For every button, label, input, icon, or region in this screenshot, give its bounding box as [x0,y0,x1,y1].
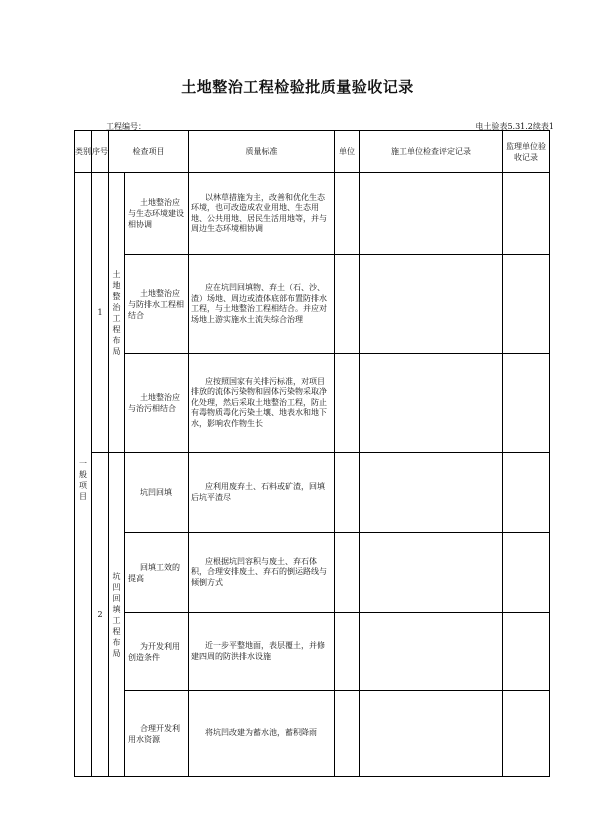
inspection-table [74,130,550,777]
header-seq [92,131,109,173]
supervisor-record-cell[interactable] [503,255,550,354]
unit-cell [335,691,360,777]
contractor-record-cell[interactable] [360,173,503,255]
table-row [75,453,550,533]
header-standard: 质量标准 [189,131,335,173]
header-check-item: 检查项目 [109,131,189,173]
group-name-text: 坑凹回填工程布局 [112,571,121,658]
table-row [75,613,550,691]
unit-cell [335,453,360,533]
project-number-label: 工程编号： [106,122,146,131]
contractor-record-cell[interactable] [360,533,503,613]
unit-cell [335,613,360,691]
group-name-text: 土地整治工程布局 [112,269,121,356]
table-body [75,173,550,777]
header-seq-text: 序号 [92,147,108,156]
contractor-record-cell[interactable] [360,691,503,777]
unit-cell [335,533,360,613]
check-item-cell: 坑凹回填 [125,453,189,533]
contractor-record-cell[interactable] [360,354,503,453]
unit-cell [335,173,360,255]
header-supervisor-record: 监理单位验收记录 [503,131,550,173]
form-title: 土地整治工程检验批质量验收记录 [181,78,414,96]
check-item-cell: 合理开发利用水资源 [125,691,189,777]
unit-cell [335,255,360,354]
group-name-cell [109,453,125,777]
quality-standard-cell: 应在坑凹回填物、弃土（石、沙、渣）场地、周边或渣体底部布置防排水工程，与土地整治工程相结合。并应对场地上游实施水土流失综合治理 [189,255,335,354]
check-item-cell: 土地整治应与治污相结合 [125,354,189,453]
header-category-text: 类别 [75,147,91,156]
group-name-cell [109,173,125,453]
check-item-cell: 土地整治应与防排水工程相结合 [125,255,189,354]
category-cell [75,173,92,777]
quality-standard-cell: 近一步平整地面，表层覆土，并修建四周的防洪排水设施 [189,613,335,691]
category-text: 一般项目 [79,458,87,501]
quality-standard-cell: 将坑凹改建为蓄水池，蓄积降雨 [189,691,335,777]
table-header-row [75,131,550,173]
supervisor-record-cell[interactable] [503,173,550,255]
check-item-cell: 为开发利用创造条件 [125,613,189,691]
contractor-record-cell[interactable] [360,613,503,691]
supervisor-record-cell[interactable] [503,691,550,777]
quality-standard-cell: 应按照国家有关排污标准，对项目排放的流体污染物和固体污染物采取净化处理，然后采取土地整治工程，防止有毒物质毒化污染土壤、地表水和地下水，影响农作物生长 [189,354,335,453]
supervisor-record-cell[interactable] [503,453,550,533]
check-item-cell: 回填工效的提高 [125,533,189,613]
quality-standard-cell: 应利用废弃土、石料或矿渣，回填后坑平渣尽 [189,453,335,533]
unit-cell [335,354,360,453]
header-unit: 单位 [335,131,360,173]
supervisor-record-cell[interactable] [503,613,550,691]
table-row [75,173,550,255]
quality-standard-cell: 以林草措施为主，改善和优化生态环境，也可改造成农业用地、生态用地、公共用地、居民生活用地等，并与周边生态环境相协调 [189,173,335,255]
table-row [75,255,550,354]
contractor-record-cell[interactable] [360,453,503,533]
contractor-record-cell[interactable] [360,255,503,354]
header-category [75,131,92,173]
seq-cell: 1 [92,173,109,453]
quality-standard-cell: 应根据坑凹容积与废土、弃石体积，合理安排废土、弃石的倒运路线与倾倒方式 [189,533,335,613]
supervisor-record-cell[interactable] [503,533,550,613]
header-contractor-record: 施工单位检查评定记录 [360,131,503,173]
form-number: 电土验表5.31.2续表1 [475,122,554,131]
seq-cell: 2 [92,453,109,777]
table-row [75,533,550,613]
table-row [75,354,550,453]
supervisor-record-cell[interactable] [503,354,550,453]
table-row [75,691,550,777]
check-item-cell: 土地整治应与生态环境建设相协调 [125,173,189,255]
